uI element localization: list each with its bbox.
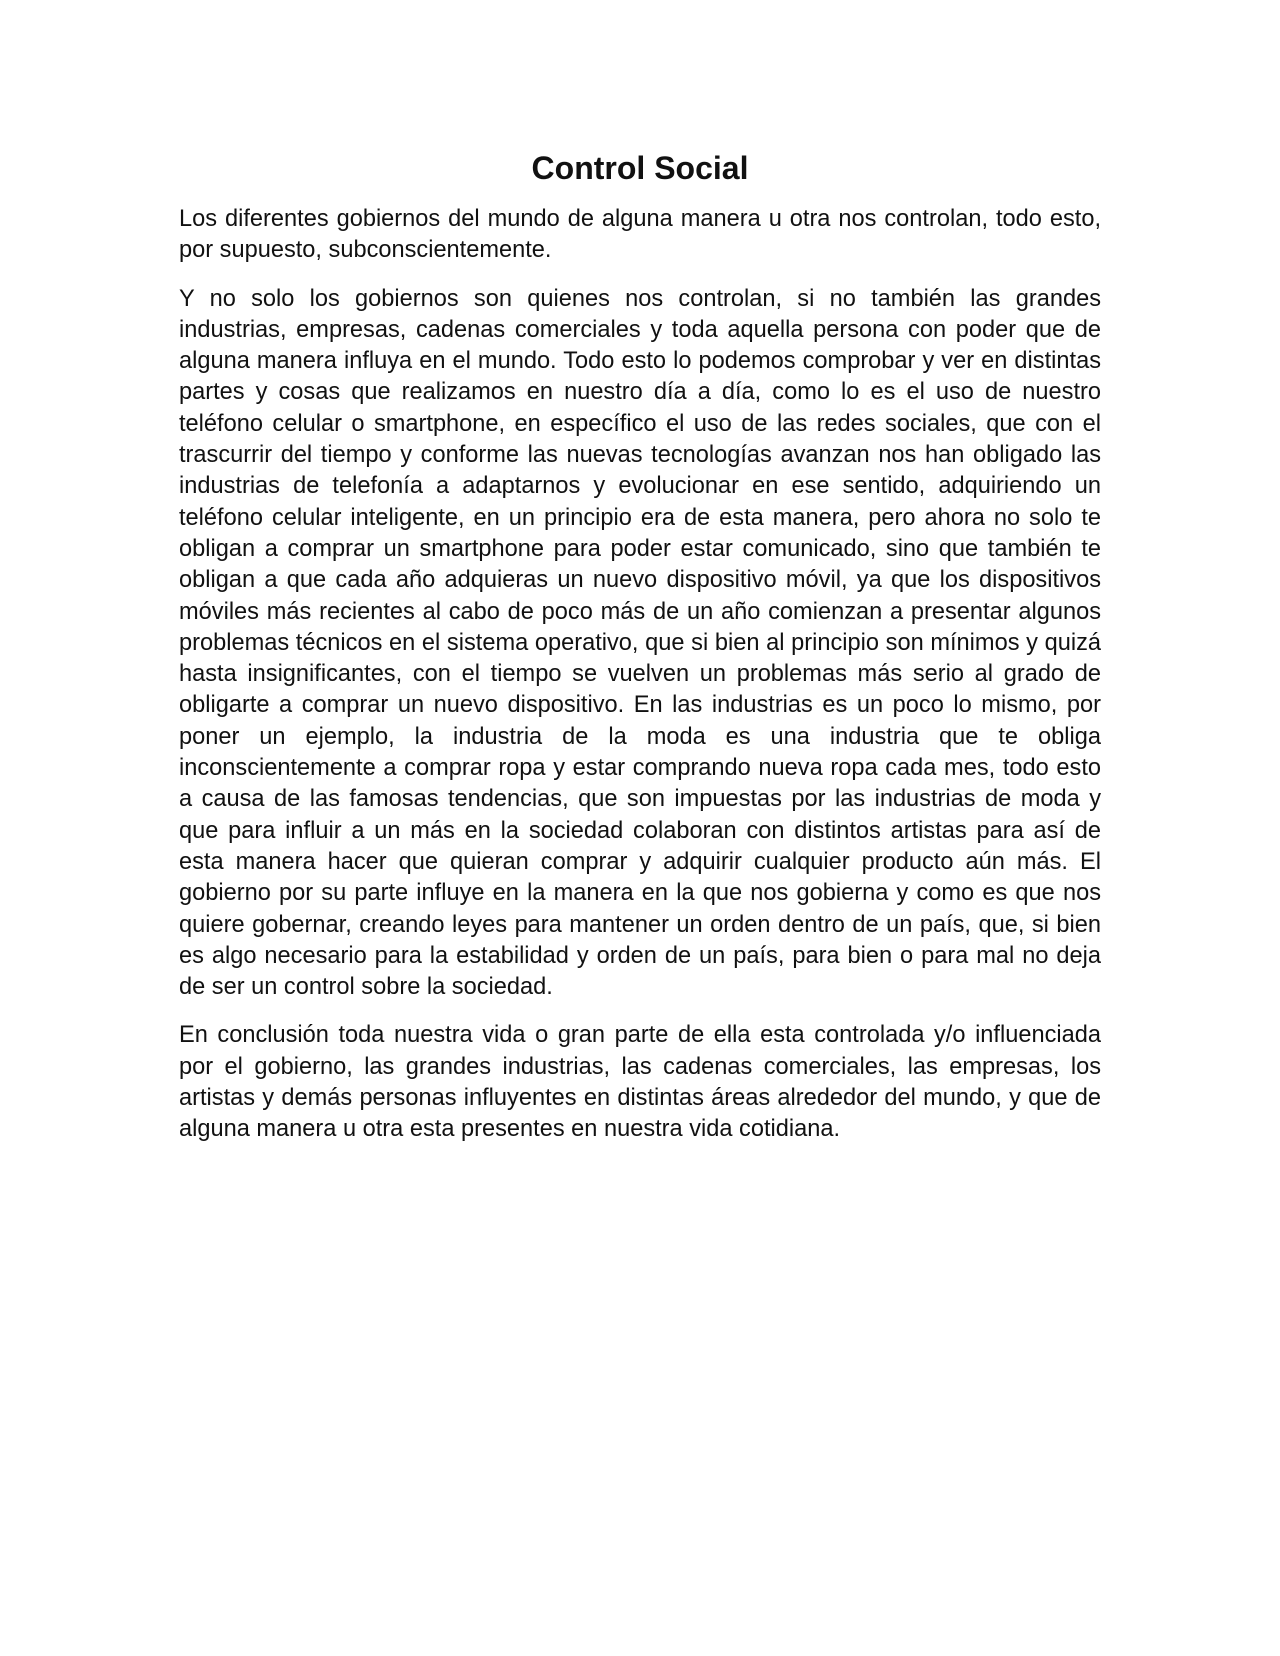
document-body: [179, 146, 1101, 1163]
paragraph-main: Y no solo los gobiernos son quienes nos controlan, si no también las grandes industrias, empresas, cadenas comerciales y toda aquella persona con poder que de alguna manera influya en el mundo. Todo esto lo podemos comprobar y ver en distintas partes y cosas que realizamos en nuestro día a día, como lo es el uso de nuestro teléfono celular o smartphone, en específico el uso de las redes sociales, que con el trascurrir del tiempo y conforme las nuevas tecnologías avanzan nos han obligado las industrias de telefonía a adaptarnos y evolucionar en ese sentido, adquiriendo un teléfono celular inteligente, en un principio era de esta manera, pero ahora no solo te obligan a comprar un smartphone para poder estar comunicado, sino que también te obligan a que cada año adquieras un nuevo dispositivo móvil, ya que los dispositivos móviles más recientes al cabo de poco más de un año comienzan a presentar algunos problemas técnicos en el sistema operativo, que si bien al principio son mínimos y quizá hasta insignificantes, con el tiempo se vuelven un problemas más serio al grado de obligarte a comprar un nuevo dispositivo. En las industrias es un poco lo mismo, por poner un ejemplo, la industria de la moda es una industria que te obliga inconscientemente a comprar ropa y estar comprando nueva ropa cada mes, todo esto a causa de las famosas tendencias, que son impuestas por las industrias de moda y que para influir a un más en la sociedad colaboran con distintos artistas para así de esta manera hacer que quieran comprar y adquirir cualquier producto aún más. El gobierno por su parte influye en la manera en la que nos gobierna y como es que nos quiere gobernar, creando leyes para mantener un orden dentro de un país, que, si bien es algo necesario para la estabilidad y orden de un país, para bien o para mal no deja de ser un control sobre la sociedad.: [179, 285, 1101, 1001]
paragraph-conclusion: En conclusión toda nuestra vida o gran parte de ella esta controlada y/o influenciada por el gobierno, las grandes industrias, las cadenas comerciales, las empresas, los artistas y demás personas influyentes en distintas áreas alrededor del mundo, y que de alguna manera u otra esta presentes en nuestra vida cotidiana.: [179, 1022, 1101, 1143]
paragraph-intro: Los diferentes gobiernos del mundo de alguna manera u otra nos controlan, todo esto, por supuesto, subconscientemente.: [179, 206, 1101, 264]
document-title: Control Social: [531, 150, 749, 186]
